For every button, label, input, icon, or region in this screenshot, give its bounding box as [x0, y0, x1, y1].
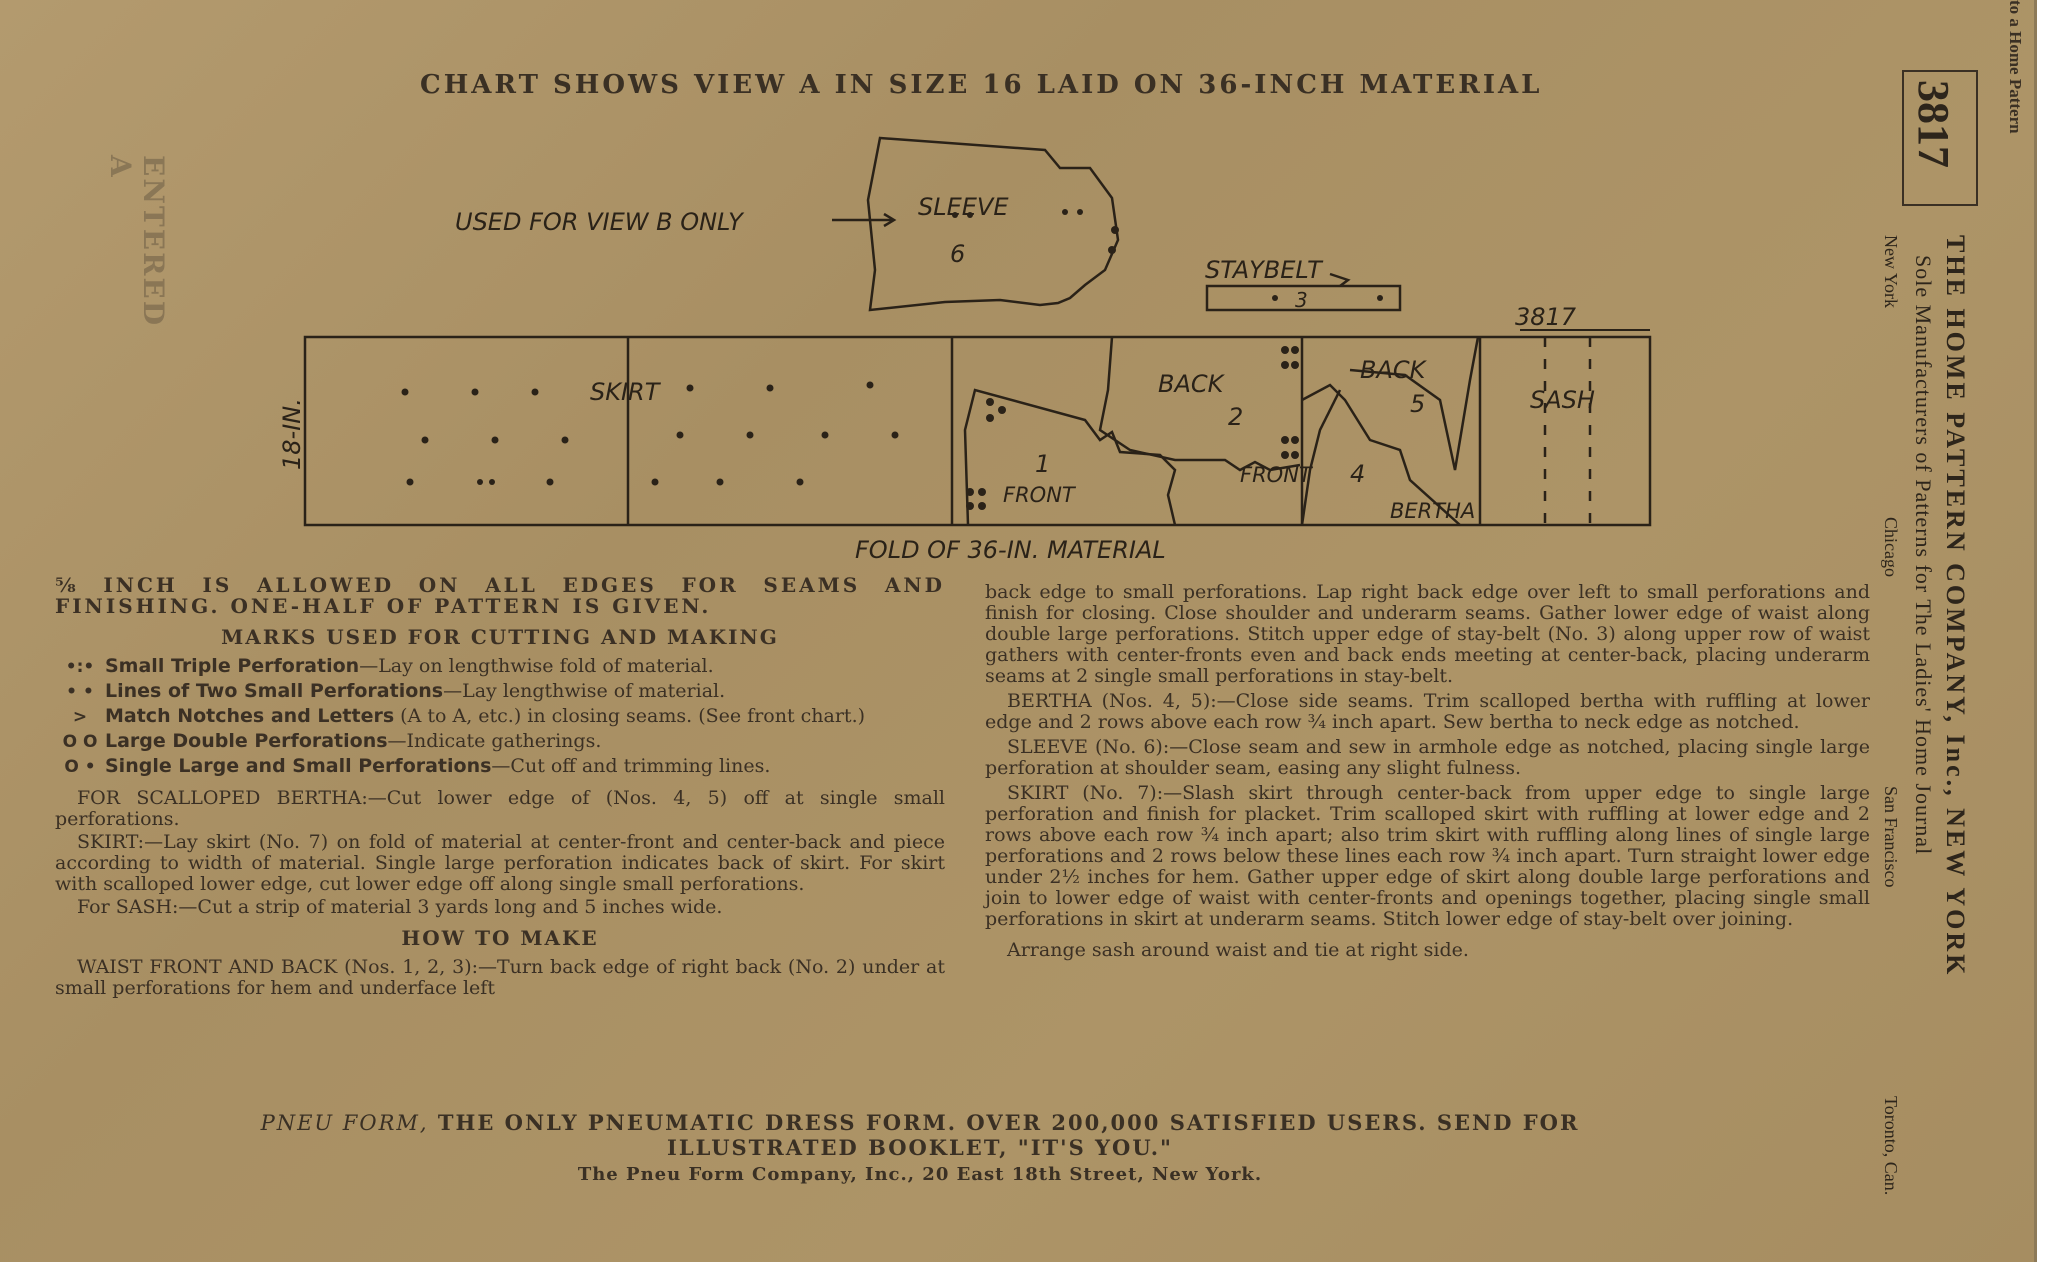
fold-label: FOLD OF 36-IN. MATERIAL — [855, 536, 1166, 564]
bertha-instructions: BERTHA (Nos. 4, 5):—Close side seams. Trim scalloped bertha with ruffling at lower edge and 2 rows above each row ¾ inch apart. Sew bertha to neck edge as notched. — [985, 690, 1870, 733]
stamp-line-1: ENTERED — [137, 155, 170, 328]
mark-row — [55, 656, 945, 678]
stamp-line-2: A — [104, 155, 137, 179]
staybelt-label: STAYBELT — [1205, 256, 1322, 284]
making-instructions — [985, 578, 1870, 965]
sleeve-number: 6 — [950, 240, 966, 268]
back-5-number: 5 — [1410, 390, 1426, 418]
ad-line-1: THE ONLY PNEUMATIC DRESS FORM. OVER 200,000 SATISFIED USERS. SEND FOR — [437, 1110, 1580, 1135]
city-list — [1880, 235, 1901, 1195]
bertha-cut-note: FOR SCALLOPED BERTHA:—Cut lower edge of (Nos. 4, 5) off at single small perforations. — [55, 787, 945, 830]
sash-cut-note: For SASH:—Cut a strip of material 3 yards long and 5 inches wide. — [77, 896, 723, 918]
mark-name: Lines of Two Small Perforations — [105, 680, 444, 702]
pattern-number: 3817 — [1909, 80, 1958, 168]
mark-row — [55, 706, 945, 728]
sole-manufacturers-line: Sole Manufacturers of Patterns for The Ladies' Home Journal — [1911, 255, 1936, 856]
bertha-label: BERTHA — [1390, 499, 1476, 523]
used-for-label: USED FOR VIEW B ONLY — [455, 208, 743, 236]
front-1-number: 1 — [1035, 450, 1051, 478]
front-4-number: 4 — [1350, 460, 1366, 488]
bertha-line — [1302, 390, 1340, 525]
how-to-make-heading: HOW TO MAKE — [401, 926, 599, 950]
front-4-label: FRONT — [1240, 463, 1312, 487]
sash-instructions: Arrange sash around waist and tie at right side. — [1007, 939, 1469, 961]
marks-heading: MARKS USED FOR CUTTING AND MAKING — [221, 625, 779, 649]
mark-name: Match Notches and Letters — [105, 705, 395, 727]
material-outline — [305, 337, 1650, 525]
back-piece-2 — [1100, 337, 1300, 470]
city: Toronto, Can. — [1881, 1095, 1901, 1195]
brand-name: PNEU FORM, — [260, 1111, 429, 1135]
skirt-label: SKIRT — [590, 378, 660, 406]
waist-instructions-cont: back edge to small perforations. Lap right back edge over left to small perforations and finish for closing. Close shoulder and underarm seams. Gather lower edge of waist along double large perforations. Stitch upper edge of stay-belt (No. 3) along upper row of waist gathers with center-fronts even and back ends meeting at center-back, placing underarm seams at 2 single small perforations in stay-belt. — [985, 581, 1870, 687]
city: New York — [1881, 235, 1901, 309]
staybelt-number: 3 — [1295, 288, 1308, 312]
chart-title: CHART SHOWS VIEW A IN SIZE 16 LAID ON 36-INCH MATERIAL — [420, 70, 1543, 100]
sleeve-instructions: SLEEVE (No. 6):—Close seam and sew in armhole edge as notched, placing single large perforation at shoulder seam, easing any slight fulness. — [985, 736, 1870, 779]
advertisement-footer — [120, 1110, 1720, 1185]
seam-allowance-note: ⅝ INCH IS ALLOWED ON ALL EDGES FOR SEAMS AND FINISHING. ONE-HALF OF PATTERN IS GIVEN. — [55, 573, 945, 618]
ad-address: The Pneu Form Company, Inc., 20 East 18th Street, New York. — [577, 1164, 1263, 1185]
mark-desc: —Lay lengthwise of material. — [443, 680, 726, 702]
skirt-cut-note: SKIRT:—Lay skirt (No. 7) on fold of material at center-front and center-back and piece according to width of material. Single large perforation indicates back of skirt. For skirt with scalloped lower edge, cut lower edge off along single small perforations. — [55, 831, 945, 895]
mark-desc: —Cut off and trimming lines. — [491, 755, 771, 777]
notch-symbol: > — [72, 707, 88, 727]
city: San Francisco — [1881, 785, 1901, 887]
width-label: 18-IN. — [278, 398, 306, 470]
back-2-number: 2 — [1228, 403, 1244, 431]
perforations — [402, 209, 1384, 510]
front-1-label: FRONT — [1003, 483, 1075, 507]
sleeve-label: SLEEVE — [918, 193, 1009, 221]
skirt-instructions: SKIRT (No. 7):—Slash skirt through center-back from upper edge to single large perforation and finish for placket. Trim scalloped skirt with ruffling at lower edge and 2 rows above each row ¾ inch apart; also trim skirt with ruffling along lines of single large perforations and 2 rows below these lines each row ¾ inch apart. Turn straight lower edge under 2½ inches for hem. Gather upper edge of skirt along double large perforations and join to lower edge of waist with center-fronts and openings together, placing single small perforations in skirt at underarm seams. Stitch lower edge of stay-belt over joining. — [985, 782, 1870, 930]
mark-name: Large Double Perforations — [105, 730, 388, 752]
cutting-instructions — [55, 575, 945, 1001]
perforation-symbol: • • — [66, 682, 94, 702]
perforation-symbol: •:• — [65, 657, 95, 677]
mark-row — [55, 681, 945, 703]
mark-desc: —Indicate gatherings. — [387, 730, 602, 752]
waist-instructions: WAIST FRONT AND BACK (Nos. 1, 2, 3):—Turn back edge of right back (No. 2) under at small perforations for hem and underface left — [55, 956, 945, 999]
back-2-label: BACK — [1158, 370, 1224, 398]
perforation-symbol: O • — [64, 757, 96, 777]
back-5-label: BACK — [1360, 356, 1426, 384]
mark-name: Single Large and Small Perforations — [105, 755, 492, 777]
sash-label: SASH — [1530, 386, 1595, 414]
mark-desc: (A to A, etc.) in closing seams. (See front chart.) — [394, 705, 866, 727]
mark-name: Small Triple Perforation — [105, 655, 360, 677]
edge-text: to a Home Pattern — [2006, 0, 2025, 134]
mark-row — [55, 756, 945, 778]
perforation-symbol: O O — [62, 732, 98, 752]
mark-desc: —Lay on lengthwise fold of material. — [359, 655, 714, 677]
cutting-layout-diagram — [0, 0, 1900, 580]
marks-list — [55, 656, 945, 778]
mark-row — [55, 731, 945, 753]
city: Chicago — [1881, 516, 1901, 577]
ad-line-2: ILLUSTRATED BOOKLET, "IT'S YOU." — [667, 1135, 1173, 1160]
pattern-number-label: 3817 — [1515, 303, 1577, 331]
company-name: THE HOME PATTERN COMPANY, Inc., NEW YORK — [1941, 235, 1970, 978]
sleeve-piece — [868, 138, 1118, 310]
